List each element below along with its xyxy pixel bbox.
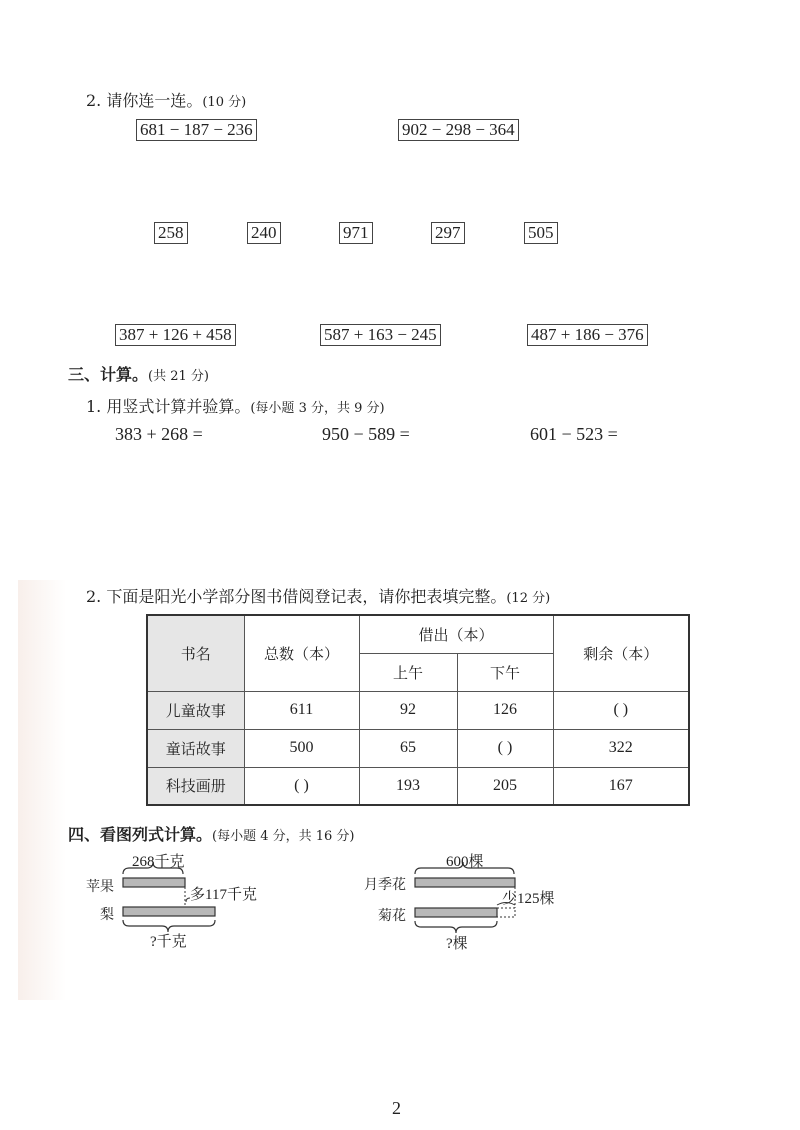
section3-title-text: 三、计算。 [68, 365, 149, 384]
section3-title [68, 362, 209, 385]
match-bottom-expr-2[interactable]: 587 + 163 − 245 [320, 324, 441, 346]
apple-weight-label: 268千克 [132, 854, 185, 870]
row-remaining: 167 [553, 767, 689, 805]
apple-label: 苹果 [86, 879, 114, 895]
row-morning: 65 [359, 729, 457, 767]
header-total: 总数（本） [244, 615, 359, 691]
book-borrow-table [146, 614, 690, 806]
row-total-blank[interactable]: ( ) [244, 767, 359, 805]
row-remaining: 322 [553, 729, 689, 767]
rose-chrysanthemum-diff-label: 少125棵 [502, 891, 555, 907]
match-bottom-expr-1[interactable]: 387 + 126 + 458 [115, 324, 236, 346]
match-question-title [86, 88, 246, 111]
table-row [147, 729, 689, 767]
pear-weight-question: ?千克 [150, 934, 187, 950]
pear-bar [123, 907, 215, 916]
apple-pear-diff-label: 多117千克 [190, 887, 257, 903]
row-name: 童话故事 [147, 729, 244, 767]
row-name: 科技画册 [147, 767, 244, 805]
row-morning: 193 [359, 767, 457, 805]
match-number-3[interactable]: 971 [339, 222, 373, 244]
match-top-expr-2[interactable]: 902 − 298 − 364 [398, 119, 519, 141]
chrysanthemum-label: 菊花 [378, 908, 406, 924]
section4-title-text: 四、看图列式计算。 [68, 825, 213, 844]
page-number: 2 [392, 1098, 401, 1118]
section3-points: (共 21 分) [148, 369, 209, 384]
match-number-1[interactable]: 258 [154, 222, 188, 244]
rose-bar [415, 878, 515, 887]
table-points: (12 分) [506, 591, 551, 606]
match-number-4[interactable]: 297 [431, 222, 465, 244]
match-title-text: 2. 请你连一连。 [86, 91, 203, 110]
margin-shadow [18, 580, 66, 1000]
apple-bar [123, 878, 185, 887]
header-remaining: 剩余（本） [553, 615, 689, 691]
calc-problem-2: 950 − 589 = [322, 424, 410, 444]
chrysanthemum-count-question: ?棵 [446, 936, 468, 952]
section4-points: (每小题 4 分，共 16 分) [212, 829, 355, 844]
chrysanthemum-bar [415, 908, 497, 917]
section4-title [68, 822, 355, 845]
row-remaining-blank[interactable]: ( ) [553, 691, 689, 729]
row-afternoon: 126 [457, 691, 553, 729]
match-number-5[interactable]: 505 [524, 222, 558, 244]
calc-points: (每小题 3 分，共 9 分) [250, 401, 385, 416]
rose-label: 月季花 [364, 877, 406, 893]
row-total: 611 [244, 691, 359, 729]
rose-count-label: 600棵 [446, 854, 484, 870]
row-morning: 92 [359, 691, 457, 729]
table-row [147, 767, 689, 805]
calc-title-text: 1. 用竖式计算并验算。 [86, 397, 251, 416]
match-points: (10 分) [202, 95, 247, 110]
header-borrowed: 借出（本） [359, 615, 553, 653]
match-number-2[interactable]: 240 [247, 222, 281, 244]
pear-label: 梨 [100, 907, 114, 923]
table-question-title [86, 584, 550, 607]
table-row [147, 691, 689, 729]
match-top-expr-1[interactable]: 681 − 187 − 236 [136, 119, 257, 141]
row-afternoon: 205 [457, 767, 553, 805]
calc-problem-3: 601 − 523 = [530, 424, 618, 444]
header-afternoon: 下午 [457, 653, 553, 691]
row-afternoon-blank[interactable]: ( ) [457, 729, 553, 767]
row-total: 500 [244, 729, 359, 767]
calc-problem-1: 383 + 268 = [115, 424, 203, 444]
calc-question-title [86, 394, 385, 417]
match-bottom-expr-3[interactable]: 487 + 186 − 376 [527, 324, 648, 346]
header-morning: 上午 [359, 653, 457, 691]
table-title-text: 2. 下面是阳光小学部分图书借阅登记表，请你把表填完整。 [86, 587, 507, 606]
header-book-name: 书名 [147, 615, 244, 691]
row-name: 儿童故事 [147, 691, 244, 729]
